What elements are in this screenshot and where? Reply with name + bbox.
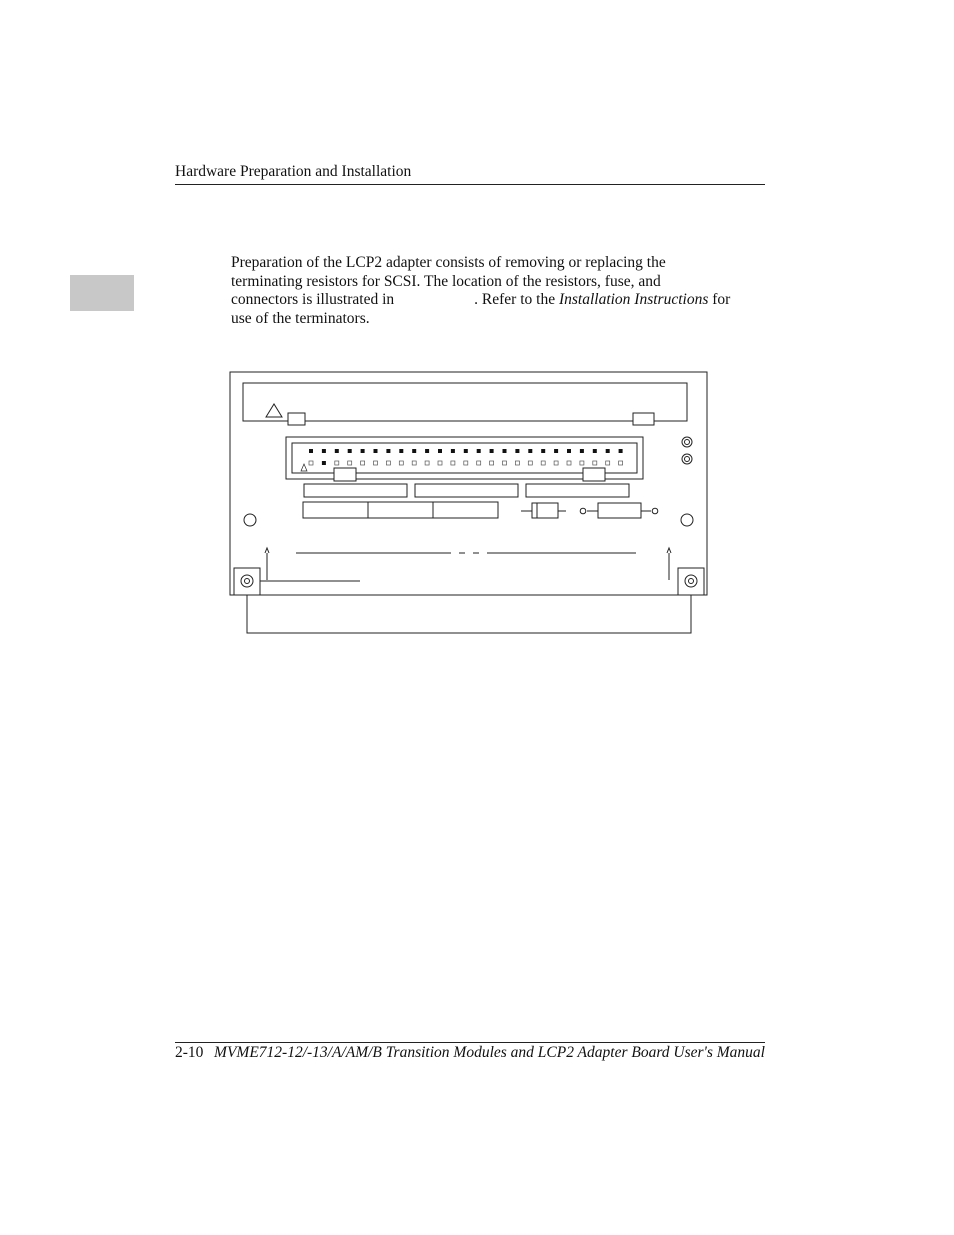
pin: [386, 461, 390, 465]
standoff-right: [678, 568, 704, 595]
pin1-triangle: [266, 404, 282, 417]
pin: [412, 461, 416, 465]
body-line-4: use of the terminators.: [231, 309, 370, 327]
resistor-socket-3: [433, 502, 498, 518]
fuse: [532, 503, 558, 518]
body-line-2: terminating resistors for SCSI. The location of the resistors, fuse, and: [231, 272, 661, 290]
pin: [477, 449, 481, 453]
connector-latch-right: [633, 413, 654, 425]
pin: [619, 449, 623, 453]
pin: [438, 449, 442, 453]
resistor-socket-1: [303, 502, 368, 518]
pin: [451, 449, 455, 453]
body-line-3-end: for: [708, 291, 731, 308]
pin: [464, 449, 468, 453]
pin: [541, 461, 545, 465]
mounting-hole-left: [244, 514, 256, 526]
pin: [503, 449, 507, 453]
pin: [399, 461, 403, 465]
pin: [606, 461, 610, 465]
resistor-network-1: [304, 484, 407, 497]
standoff-left: [234, 568, 260, 595]
pin: [412, 449, 416, 453]
pin: [335, 449, 339, 453]
resistor-pad-right: [652, 508, 658, 514]
pin: [425, 461, 429, 465]
running-header: Hardware Preparation and Installation: [175, 163, 412, 180]
pin: [567, 461, 571, 465]
pin-row-top: [309, 449, 623, 453]
faceplate-bracket: [247, 595, 691, 633]
pin: [580, 449, 584, 453]
pin: [374, 461, 378, 465]
pin: [490, 461, 494, 465]
pin: [438, 461, 442, 465]
pin: [528, 461, 532, 465]
pin: [309, 461, 313, 465]
pin: [322, 449, 326, 453]
pin: [580, 461, 584, 465]
pin-header-pin1-marker: [301, 464, 307, 471]
body-line-1: Preparation of the LCP2 adapter consists of removing or replacing the: [231, 254, 666, 271]
pin: [425, 449, 429, 453]
top-scsi-connector: [243, 383, 687, 421]
pin: [515, 461, 519, 465]
page-number: 2-10: [175, 1044, 204, 1061]
pin: [361, 461, 365, 465]
resistor-socket-2: [368, 502, 433, 518]
pin: [554, 461, 558, 465]
pin: [451, 461, 455, 465]
footer-rule: [175, 1042, 765, 1043]
resistor-network-2: [415, 484, 518, 497]
mounting-hole-right: [681, 514, 693, 526]
pin: [348, 461, 352, 465]
pin: [528, 449, 532, 453]
pin: [503, 461, 507, 465]
pin: [619, 461, 623, 465]
pin: [399, 449, 403, 453]
pin: [374, 449, 378, 453]
pin: [386, 449, 390, 453]
pin: [361, 449, 365, 453]
pin: [322, 461, 326, 465]
led-2: [682, 454, 692, 464]
pin: [348, 449, 352, 453]
pin: [490, 449, 494, 453]
pin: [335, 461, 339, 465]
pin: [515, 449, 519, 453]
resistor-pad-left: [580, 508, 586, 514]
pin: [309, 449, 313, 453]
body-line-3-start: connectors is illustrated in: [231, 291, 395, 308]
pin: [593, 461, 597, 465]
connector-latch-left: [288, 413, 305, 425]
pin: [593, 449, 597, 453]
header-latch-left: [334, 468, 356, 481]
led-1: [682, 437, 692, 447]
header-latch-right: [583, 468, 605, 481]
pin: [606, 449, 610, 453]
manual-title: MVME712-12/-13/A/AM/B Transition Modules and LCP2 Adapter Board User's Manual: [214, 1044, 765, 1061]
pin-row-bottom: [309, 461, 623, 465]
resistor: [598, 503, 641, 518]
body-line-3-middle: . Refer to the: [474, 291, 559, 308]
pin: [464, 461, 468, 465]
installation-instructions-reference: Installation Instructions: [558, 291, 709, 308]
pin: [554, 449, 558, 453]
pin: [477, 461, 481, 465]
pin: [567, 449, 571, 453]
resistor-network-3: [526, 484, 629, 497]
pin: [541, 449, 545, 453]
